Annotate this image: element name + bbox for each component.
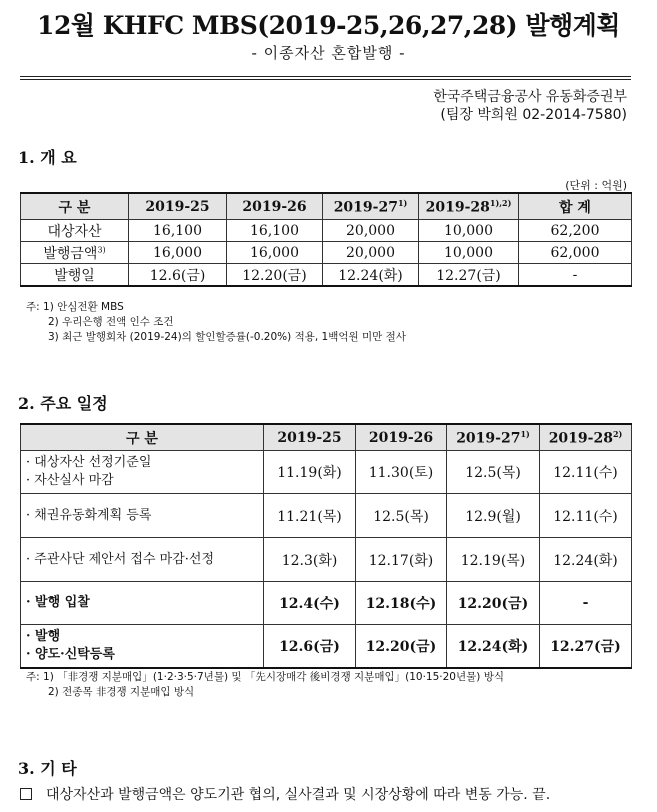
table-cell: 11.19(화) xyxy=(264,451,356,494)
schedule-header-cell: 2019-26 xyxy=(356,424,447,451)
table-cell: 12.5(목) xyxy=(447,451,540,494)
unit-label: (단위 : 억원) xyxy=(565,179,627,192)
table-cell: 12.17(화) xyxy=(356,538,447,582)
header-divider-top xyxy=(20,76,631,77)
schedule-header-cell: 2019-28$^{2)}$ xyxy=(540,424,632,451)
table-cell: 12.11(수) xyxy=(540,451,632,494)
checkbox-icon xyxy=(20,788,32,800)
page-title: 12월 KHFC MBS(2019-25,26,27,28) 발행계획 xyxy=(37,11,620,40)
organization-name: 한국주택금융공사 유동화증권부 xyxy=(433,89,627,105)
overview-header-cell: 2019-25 xyxy=(129,193,227,220)
schedule-row-label: · 발행 입찰 xyxy=(21,582,264,625)
overview-header-cell: 구 분 xyxy=(21,193,129,220)
schedule-header-cell: 구 분 xyxy=(21,424,264,451)
schedule-row xyxy=(21,494,632,538)
table-cell: 12.18(수) xyxy=(356,582,447,625)
table-cell: 20,000 xyxy=(323,220,419,242)
overview-table xyxy=(20,192,632,287)
organization-info xyxy=(433,88,627,124)
header-divider-bottom xyxy=(20,79,631,80)
overview-header-cell: 합 계 xyxy=(519,193,632,220)
table-cell: 16,100 xyxy=(227,220,323,242)
table-cell: 11.21(목) xyxy=(264,494,356,538)
note-line: 2) 전종목 非경쟁 지분매입 방식 xyxy=(48,686,195,698)
overview-row-date xyxy=(21,264,632,287)
overview-header-cell: 2019-26 xyxy=(227,193,323,220)
overview-header-row xyxy=(21,193,632,220)
table-cell: 12.6(금) xyxy=(129,264,227,287)
page-subtitle: - 이종자산 혼합발행 - xyxy=(251,44,406,62)
table-cell: - xyxy=(540,582,632,625)
overview-header-cell: 2019-27$^{1)}$ xyxy=(323,193,419,220)
section2-heading: 2. 주요 일정 xyxy=(18,394,108,413)
schedule-row xyxy=(21,625,632,668)
note-line: 3) 최근 발행회차 (2019-24)의 할인할증률(-0.20%) 적용, 1백억원 미만 절사 xyxy=(48,331,406,343)
table-cell: 20,000 xyxy=(323,242,419,264)
table-cell: 12.3(화) xyxy=(264,538,356,582)
overview-header-cell: $2019-28^{1),2)}$ xyxy=(419,193,519,220)
table-cell: 12.20(금) xyxy=(356,625,447,668)
section3-heading: 3. 기 타 xyxy=(18,759,77,778)
schedule-row xyxy=(21,451,632,494)
schedule-row xyxy=(21,538,632,582)
schedule-header-cell: 2019-25 xyxy=(264,424,356,451)
table-cell: 12.24(화) xyxy=(540,538,632,582)
table-cell: 12.24(화) xyxy=(323,264,419,287)
table-cell: 16,100 xyxy=(129,220,227,242)
note-line: 주: 1) 「非경쟁 지분매입」(1·2·3·5·7년물) 및 「先시장매각 後비경쟁 지분매입」(10·15·20년물) 방식 xyxy=(26,671,504,683)
table-cell: 62,000 xyxy=(519,242,632,264)
schedule-header-row xyxy=(21,424,632,451)
table-cell: 12.27(금) xyxy=(419,264,519,287)
table-cell: 12.5(목) xyxy=(356,494,447,538)
table-cell: 12.9(월) xyxy=(447,494,540,538)
table-cell: 12.11(수) xyxy=(540,494,632,538)
schedule-row-label: · 채권유동화계획 등록 xyxy=(21,494,264,538)
table-cell: 12.27(금) xyxy=(540,625,632,668)
note-line: 주: 1) 안심전환 MBS xyxy=(26,301,124,313)
note-line: 2) 우리은행 전액 인수 조건 xyxy=(48,316,174,328)
table-cell: 12.20(금) xyxy=(447,582,540,625)
row-label: 발행금액$^{3)}$ xyxy=(21,242,129,264)
contact-line: (팀장 박희원 02-2014-7580) xyxy=(440,107,627,123)
table-cell: 10,000 xyxy=(419,242,519,264)
remarks-text: 대상자산과 발행금액은 양도기관 협의, 실사결과 및 시장상황에 따라 변동 가능. 끝. xyxy=(46,787,551,803)
schedule-row xyxy=(21,582,632,625)
table-cell: - xyxy=(519,264,632,287)
overview-row-assets xyxy=(21,220,632,242)
table-cell: 16,000 xyxy=(227,242,323,264)
row-label: 대상자산 xyxy=(21,220,129,242)
table-cell: 11.30(토) xyxy=(356,451,447,494)
table-cell: 12.19(목) xyxy=(447,538,540,582)
overview-row-amount xyxy=(21,242,632,264)
table-cell: 12.24(화) xyxy=(447,625,540,668)
table-cell: 62,200 xyxy=(519,220,632,242)
table-cell: 10,000 xyxy=(419,220,519,242)
schedule-notes xyxy=(26,670,504,700)
schedule-row-label: · 발행 · 양도·신탁등록 xyxy=(21,625,264,668)
schedule-table xyxy=(20,423,632,669)
schedule-row-label: · 대상자산 선정기준일 · 자산실사 마감 xyxy=(21,451,264,494)
schedule-header-cell: 2019-27$^{1)}$ xyxy=(447,424,540,451)
row-label: 발행일 xyxy=(21,264,129,287)
table-cell: 12.6(금) xyxy=(264,625,356,668)
section1-heading: 1. 개 요 xyxy=(18,148,77,167)
table-cell: 16,000 xyxy=(129,242,227,264)
remarks-line xyxy=(20,784,550,804)
overview-notes xyxy=(26,300,406,345)
table-cell: 12.4(수) xyxy=(264,582,356,625)
table-cell: 12.20(금) xyxy=(227,264,323,287)
schedule-row-label: · 주관사단 제안서 접수 마감·선정 xyxy=(21,538,264,582)
